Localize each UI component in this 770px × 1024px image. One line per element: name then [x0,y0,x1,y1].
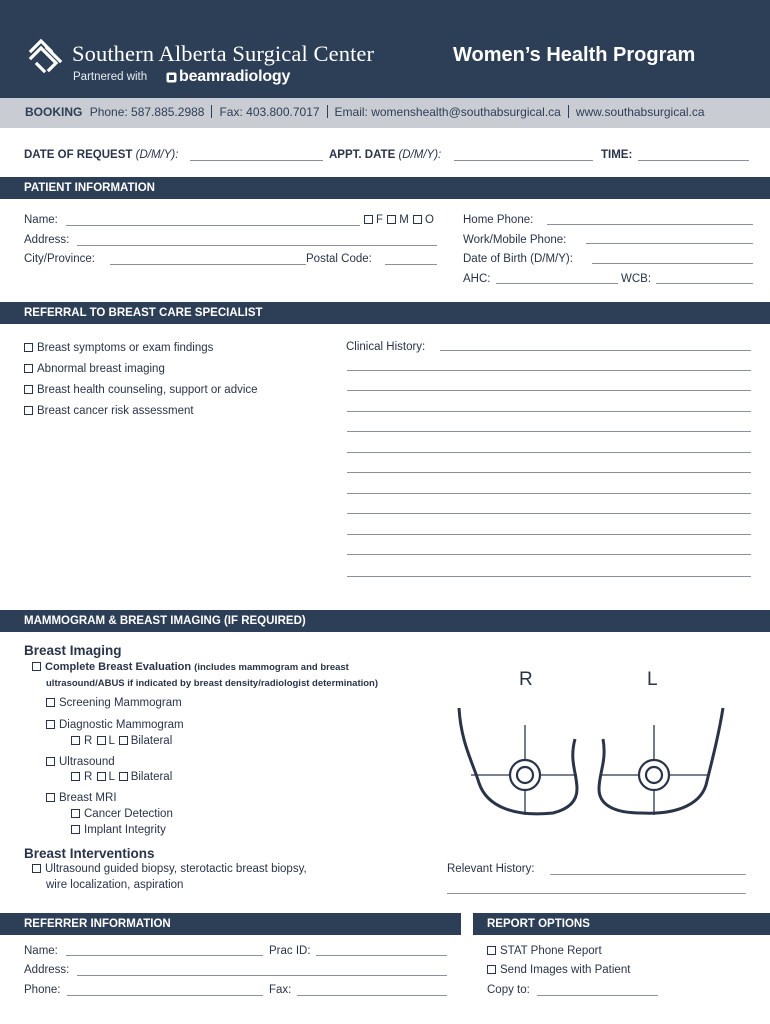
clinical-history-line[interactable] [347,576,751,577]
appt-date-label: APPT. DATE (D/M/Y): [329,149,442,161]
referrer-fax-label: Fax: [269,984,292,996]
postal-field[interactable] [385,264,437,265]
prac-id-label: Prac ID: [269,945,311,957]
partnered-with-label: Partnered with [73,71,148,83]
booking-email[interactable]: Email: womenshealth@southabsurgical.ca [334,105,561,119]
breast-diagram-icon[interactable] [455,703,727,823]
clinical-history-line[interactable] [347,493,751,494]
city-label: City/Province: [24,253,95,265]
sasc-logo-icon [27,38,63,74]
mri-option[interactable]: Breast MRI [46,792,117,804]
booking-website[interactable]: www.southabsurgical.ca [575,105,705,119]
cancer-detection-option[interactable]: Cancer Detection [71,808,173,820]
time-field[interactable] [638,160,749,161]
checkbox-icon[interactable] [46,720,55,729]
stat-report-option[interactable]: STAT Phone Report [487,945,602,957]
referrer-name-label: Name: [24,945,58,957]
ultrasound-option[interactable]: Ultrasound [46,756,115,768]
time-label: TIME: [601,149,633,161]
ahc-field[interactable] [496,283,618,284]
home-phone-label: Home Phone: [463,214,534,226]
referrer-fax-field[interactable] [297,995,447,996]
clinical-history-line[interactable] [347,554,751,555]
referral-option[interactable]: Breast health counseling, support or advice [24,384,258,396]
checkbox-icon[interactable] [24,364,33,373]
referrer-address-label: Address: [24,964,70,976]
referrer-address-field[interactable] [77,975,447,976]
dob-field[interactable] [592,263,753,264]
checkbox-icon[interactable] [487,965,496,974]
patient-name-label: Name: [24,214,58,226]
checkbox-icon[interactable] [32,662,41,671]
postal-label: Postal Code: [306,253,372,265]
relevant-history-field[interactable] [550,874,746,875]
checkbox-icon[interactable] [97,736,106,745]
wcb-field[interactable] [656,283,753,284]
diagnostic-option[interactable]: Diagnostic Mammogram [46,719,184,731]
checkbox-icon[interactable] [119,772,128,781]
wcb-label: WCB: [621,273,652,285]
sex-options: F M O [363,214,434,226]
checkbox-icon[interactable] [71,809,80,818]
checkbox-icon[interactable] [71,825,80,834]
prac-id-field[interactable] [316,955,447,956]
appt-date-field[interactable] [454,160,593,161]
referral-option[interactable]: Breast symptoms or exam findings [24,342,213,354]
patient-address-field[interactable] [77,245,437,246]
patient-address-label: Address: [24,234,70,246]
checkbox-icon[interactable] [119,736,128,745]
diagram-right-label: R [519,669,533,690]
org-name: Southern Alberta Surgical Center [72,41,375,66]
checkbox-icon[interactable] [71,736,80,745]
checkbox-icon[interactable] [487,946,496,955]
checkbox-icon[interactable] [46,793,55,802]
home-phone-field[interactable] [547,224,753,225]
interventions-option[interactable]: Ultrasound guided biopsy, sterotactic breast biopsy, [32,863,307,875]
relevant-history-line[interactable] [447,893,746,894]
copy-to-label: Copy to: [487,984,530,996]
checkbox-icon[interactable] [24,385,33,394]
clinical-history-line[interactable] [347,513,751,514]
clinical-history-line[interactable] [347,411,751,412]
sex-f-checkbox[interactable] [364,215,373,224]
breast-interventions-heading: Breast Interventions [24,846,155,861]
referrer-header: REFERRER INFORMATION [0,913,461,935]
screening-option[interactable]: Screening Mammogram [46,697,182,709]
clinical-history-line[interactable] [347,452,751,453]
booking-label: BOOKING [25,105,83,119]
relevant-history-label: Relevant History: [447,863,535,875]
referrer-phone-label: Phone: [24,984,61,996]
clinical-history-line[interactable] [347,390,751,391]
ahc-label: AHC: [463,273,491,285]
imaging-header: MAMMOGRAM & BREAST IMAGING (IF REQUIRED) [0,610,770,632]
ultrasound-side-options[interactable]: R L Bilateral [71,771,172,783]
send-images-option[interactable]: Send Images with Patient [487,964,630,976]
booking-phone: Phone: 587.885.2988 [89,105,205,119]
checkbox-icon[interactable] [24,406,33,415]
checkbox-icon[interactable] [32,864,41,873]
copy-to-field[interactable] [537,995,658,996]
checkbox-icon[interactable] [71,772,80,781]
city-field[interactable] [110,264,306,265]
beam-logo-icon [166,72,177,83]
complete-eval-note: ultrasound/ABUS if indicated by breast density/radiologist determination) [46,678,379,689]
complete-eval-option[interactable]: Complete Breast Evaluation (includes mammogram and breast [32,661,349,673]
interventions-option-cont: wire localization, aspiration [46,879,184,891]
partner-name: beamradiology [179,68,291,85]
checkbox-icon[interactable] [97,772,106,781]
referral-header: REFERRAL TO BREAST CARE SPECIALIST [0,302,770,324]
work-phone-label: Work/Mobile Phone: [463,234,567,246]
breast-imaging-heading: Breast Imaging [24,643,122,658]
sex-m-checkbox[interactable] [387,215,396,224]
report-options-header: REPORT OPTIONS [473,913,770,935]
program-title: Women’s Health Program [453,44,696,66]
diagram-left-label: L [647,669,658,690]
referral-option[interactable]: Breast cancer risk assessment [24,405,194,417]
clinical-history-line[interactable] [347,370,751,371]
date-of-request-field[interactable] [190,160,323,161]
referrer-name-field[interactable] [66,955,263,956]
booking-fax: Fax: 403.800.7017 [219,105,320,119]
booking-info [25,105,705,119]
referrer-phone-field[interactable] [67,995,263,996]
patient-info-header: PATIENT INFORMATION [0,177,770,199]
patient-name-field[interactable] [66,225,360,226]
work-phone-field[interactable] [586,243,753,244]
dob-label: Date of Birth (D/M/Y): [463,253,573,265]
checkbox-icon[interactable] [24,343,33,352]
implant-integrity-option[interactable]: Implant Integrity [71,824,166,836]
clinical-history-line[interactable] [347,472,751,473]
sex-o-checkbox[interactable] [413,215,422,224]
clinical-history-field[interactable] [440,350,751,351]
clinical-history-label: Clinical History: [346,341,426,353]
date-of-request-label: DATE OF REQUEST (D/M/Y): [24,149,179,161]
clinical-history-line[interactable] [347,431,751,432]
clinical-history-line[interactable] [347,534,751,535]
referral-option[interactable]: Abnormal breast imaging [24,363,165,375]
checkbox-icon[interactable] [46,757,55,766]
diagnostic-side-options[interactable]: R L Bilateral [71,735,172,747]
checkbox-icon[interactable] [46,698,55,707]
